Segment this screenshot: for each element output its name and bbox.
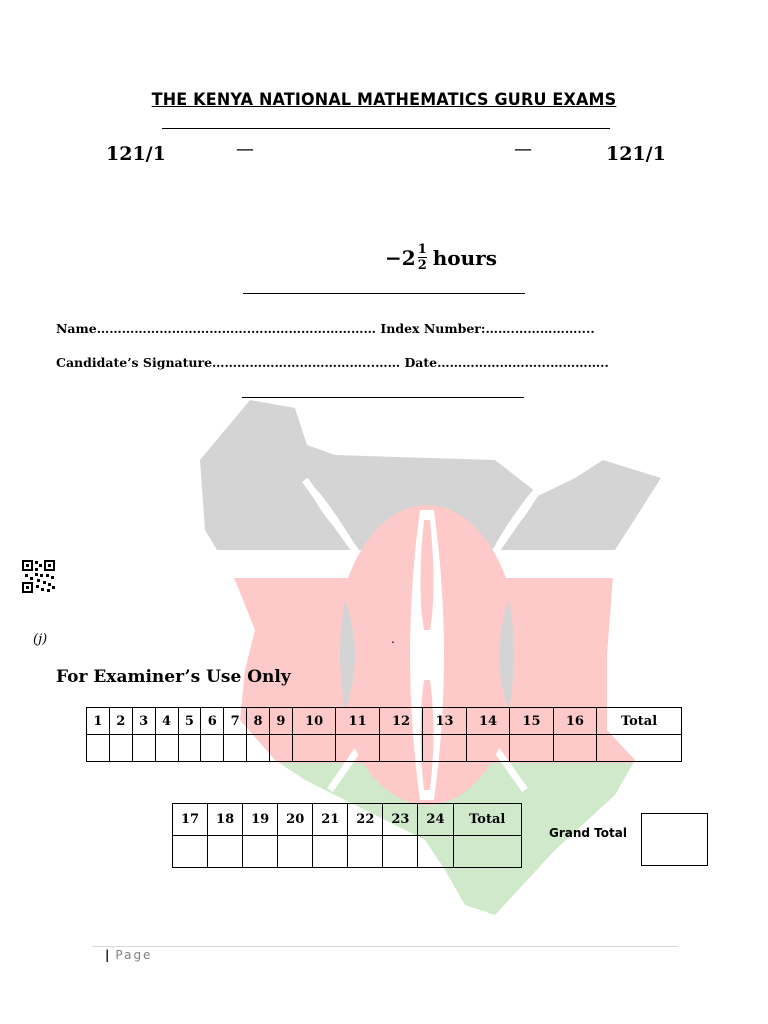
table1-header-cell: 12	[379, 708, 422, 735]
duration-rule	[243, 293, 525, 294]
name-index-field[interactable]: Name……………………………….………………………… Index Number:…….……………....	[56, 321, 595, 336]
paper-code-right: 121/1	[606, 143, 666, 165]
table2-score-cell[interactable]	[313, 836, 348, 868]
table1-header-cell: 5	[178, 708, 201, 735]
table2-score-cell[interactable]	[173, 836, 208, 868]
table1-score-cell[interactable]	[224, 735, 247, 762]
exam-title: THE KENYA NATIONAL MATHEMATICS GURU EXAMS	[151, 90, 617, 110]
table2-header-cell: Total	[453, 804, 522, 836]
grand-total-label: Grand Total	[549, 826, 627, 840]
table1-header-cell: Total	[597, 708, 682, 735]
table1-header-cell: 8	[247, 708, 270, 735]
table1-score-cell[interactable]	[510, 735, 553, 762]
table1-score-cell[interactable]	[247, 735, 270, 762]
duration	[385, 243, 497, 272]
table1-header-cell: 10	[292, 708, 335, 735]
table2-header-cell: 17	[173, 804, 208, 836]
table1-score-cell[interactable]	[109, 735, 132, 762]
table1-score-cell[interactable]	[87, 735, 110, 762]
table1-score-cell[interactable]	[466, 735, 509, 762]
dash-right: —	[514, 139, 532, 160]
table1-header-cell: 15	[510, 708, 553, 735]
table1-header-cell: 13	[423, 708, 466, 735]
duration-fraction	[418, 243, 427, 272]
dash-left: —	[236, 139, 254, 160]
table1-header-cell: 11	[336, 708, 379, 735]
footer-page-label: Page	[115, 948, 153, 962]
duration-unit: hours	[432, 245, 497, 270]
table2-score-cell[interactable]	[418, 836, 453, 868]
grand-total-box[interactable]	[641, 813, 708, 866]
fraction-denominator: 2	[417, 258, 427, 273]
table2-header-cell: 24	[418, 804, 453, 836]
table1-score-cell[interactable]	[553, 735, 596, 762]
table2-score-cell[interactable]	[453, 836, 522, 868]
table1-header-cell: 7	[224, 708, 247, 735]
fraction-numerator: 1	[417, 242, 427, 257]
footer-rule	[92, 946, 678, 947]
title-rule	[162, 128, 610, 129]
table1-header-cell: 6	[201, 708, 224, 735]
examiner-heading: For Examiner’s Use Only	[56, 667, 291, 687]
signature-date-field[interactable]: Candidate’s Signature………………………………...…… Date……………………...…………..	[56, 355, 609, 370]
table2-header-cell: 22	[348, 804, 383, 836]
table1-score-cell[interactable]	[178, 735, 201, 762]
table1-header-cell: 2	[109, 708, 132, 735]
table1-score-cell[interactable]	[336, 735, 379, 762]
table1-header-cell: 16	[553, 708, 596, 735]
paper-code-left: 121/1	[106, 143, 166, 165]
table1-header-cell: 1	[87, 708, 110, 735]
table1-score-cell[interactable]	[270, 735, 293, 762]
table1-score-cell[interactable]	[292, 735, 335, 762]
table1-score-cell[interactable]	[379, 735, 422, 762]
table2-score-cell[interactable]	[278, 836, 313, 868]
table2-header-cell: 18	[208, 804, 243, 836]
table1-score-cell[interactable]	[132, 735, 155, 762]
score-table-2	[172, 803, 522, 868]
table1-header-cell: 9	[270, 708, 293, 735]
label-j: (j)	[33, 632, 48, 647]
table2-header-cell: 20	[278, 804, 313, 836]
table1-score-cell[interactable]	[155, 735, 178, 762]
score-table-1	[86, 707, 682, 762]
fields-rule	[242, 397, 524, 398]
table1-score-cell[interactable]	[597, 735, 682, 762]
table1-score-cell[interactable]	[201, 735, 224, 762]
table2-header-cell: 21	[313, 804, 348, 836]
table2-header-cell: 23	[383, 804, 418, 836]
duration-prefix: −2	[385, 245, 416, 270]
footer-pipe: |	[105, 948, 110, 962]
stray-dot: .	[391, 632, 395, 646]
table2-score-cell[interactable]	[208, 836, 243, 868]
page-footer	[105, 948, 152, 962]
table1-header-cell: 3	[132, 708, 155, 735]
table1-header-cell: 14	[466, 708, 509, 735]
table2-score-cell[interactable]	[243, 836, 278, 868]
table1-header-cell: 4	[155, 708, 178, 735]
qr-code-icon	[22, 560, 55, 593]
table2-score-cell[interactable]	[383, 836, 418, 868]
table2-score-cell[interactable]	[348, 836, 383, 868]
table1-score-cell[interactable]	[423, 735, 466, 762]
table2-header-cell: 19	[243, 804, 278, 836]
